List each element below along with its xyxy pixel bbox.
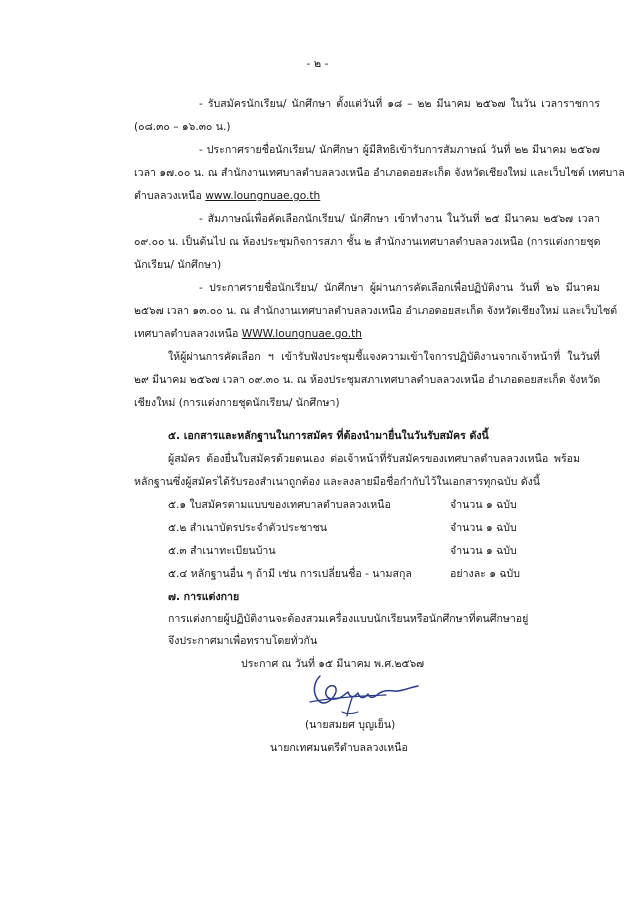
recruit-line-2: (๐๘.๓๐ – ๑๖.๓๐ น.) xyxy=(134,121,231,133)
announce-interview-line-2: เวลา ๑๗.๐๐ น. ณ สำนักงานเทศบาลตำบลลวงเหนือ อำเภอดอยสะเก็ด จังหวัดเชียงใหม่ และเว็บไซต์ เทศบาล xyxy=(134,167,625,179)
documents-heading: ๕. เอกสารและหลักฐานในการสมัคร ที่ต้องนำมายื่นในวันรับสมัคร ดังนี้ xyxy=(168,430,489,442)
document-item-qty: จำนวน ๑ ฉบับ xyxy=(450,522,517,534)
announce-interview-line-3 xyxy=(134,189,320,203)
announce-interview-line-3-text: ตำบลลวงเหนือ xyxy=(134,190,206,202)
document-item-name: ๕.๒ สำเนาบัตรประจำตัวประชาชน xyxy=(168,522,328,534)
interview-line-2: ๐๙.๐๐ น. เป็นต้นไป ณ ห้องประชุมกิจการสภา ชั้น ๒ สำนักงานเทศบาลตำบลลวงเหนือ (การแต่งกายชุด xyxy=(134,236,601,248)
announce-interview-line-1: - ประกาศรายชื่อนักเรียน/ นักศึกษา ผู้มีสิทธิเข้ารับการสัมภาษณ์ วันที่ ๒๒ มีนาคม ๒๕๖๗ xyxy=(199,144,600,156)
document-item xyxy=(168,498,598,512)
website-link[interactable]: www.loungnuae.go.th xyxy=(205,190,321,202)
page-number: - ๒ - xyxy=(306,57,329,70)
announce-selected-line-1: - ประกาศรายชื่อนักเรียน/ นักศึกษา ผู้ผ่านการคัดเลือกเพื่อปฏิบัติงาน วันที่ ๒๖ มีนาคม xyxy=(199,282,600,294)
document-item-qty: จำนวน ๑ ฉบับ xyxy=(450,545,517,557)
documents-intro-line-2: หลักฐานซึ่งผู้สมัครได้รับรองสำเนาถูกต้อง และลงลายมือชื่อกำกับไว้ในเอกสารทุกฉบับ ดังนี้ xyxy=(134,476,541,488)
announce-selected-line-3-text: เทศบาลตำบลลวงเหนือ xyxy=(134,328,242,340)
meeting-line-2: ๒๙ มีนาคม ๒๕๖๗ เวลา ๐๙.๓๐ น. ณ ห้องประชุมสภาเทศบาลตำบลลวงเหนือ อำเภอดอยสะเก็ด จังหวัด xyxy=(134,374,601,386)
document-item-name: ๕.๑ ใบสมัครตามแบบของเทศบาลตำบลลวงเหนือ xyxy=(168,499,391,511)
document-item-qty: จำนวน ๑ ฉบับ xyxy=(450,499,517,511)
document-item-qty: อย่างละ ๑ ฉบับ xyxy=(450,568,520,580)
signature-image xyxy=(290,668,440,718)
website-link-2[interactable]: WWW.loungnuae.go.th xyxy=(241,328,362,340)
interview-line-3: นักเรียน/ นักศึกษา) xyxy=(134,259,222,271)
announce-selected-line-2: ๒๕๖๗ เวลา ๑๓.๐๐ น. ณ สำนักงานเทศบาลตำบลลวงเหนือ อำเภอดอยสะเก็ด จังหวัดเชียงใหม่ และเว็บไซต์ xyxy=(134,305,618,317)
recruit-line-1: - รับสมัครนักเรียน/ นักศึกษา ตั้งแต่วันที่ ๑๘ – ๒๒ มีนาคม ๒๕๖๗ ในวัน เวลาราชการ xyxy=(199,98,600,110)
document-item xyxy=(168,567,598,581)
signer-name: (นายสมยศ บุญเย็น) xyxy=(305,719,396,731)
signer-title: นายกเทศมนตรีตำบลลวงเหนือ xyxy=(270,742,408,754)
interview-line-1: - สัมภาษณ์เพื่อคัดเลือกนักเรียน/ นักศึกษา เข้าทำงาน ในวันที่ ๒๕ มีนาคม ๒๕๖๗ เวลา xyxy=(199,213,600,225)
attire-text: การแต่งกายผู้ปฏิบัติงานจะต้องสวมเครื่องแบบนักเรียนหรือนักศึกษาที่ตนศึกษาอยู่ xyxy=(168,613,529,625)
announce-selected-line-3 xyxy=(134,327,362,341)
meeting-line-3: เชียงใหม่ (การแต่งกายชุดนักเรียน/ นักศึกษา) xyxy=(134,397,340,409)
document-item-name: ๕.๓ สำเนาทะเบียนบ้าน xyxy=(168,545,276,557)
document-item-name: ๕.๔ หลักฐานอื่น ๆ ถ้ามี เช่น การเปลี่ยนชื่อ - นามสกุล xyxy=(168,568,412,580)
meeting-line-1: ให้ผู้ผ่านการคัดเลือก ฯ เข้ารับฟังประชุมชี้แจงความเข้าใจการปฏิบัติงานจากเจ้าหน้าที่ ในวันที่ xyxy=(168,351,600,363)
announced-date: ประกาศ ณ วันที่ ๑๕ มีนาคม พ.ศ.๒๕๖๗ xyxy=(241,658,425,670)
documents-intro-line-1: ผู้สมัคร ต้องยื่นใบสมัครด้วยตนเอง ต่อเจ้าหน้าที่รับสมัครของเทศบาลตำบลลวงเหนือ พร้อม xyxy=(168,453,580,465)
closing-text: จึงประกาศมาเพื่อทราบโดยทั่วกัน xyxy=(168,635,318,647)
attire-heading: ๗. การแต่งกาย xyxy=(168,591,240,603)
document-item xyxy=(168,544,598,558)
document-item xyxy=(168,521,598,535)
